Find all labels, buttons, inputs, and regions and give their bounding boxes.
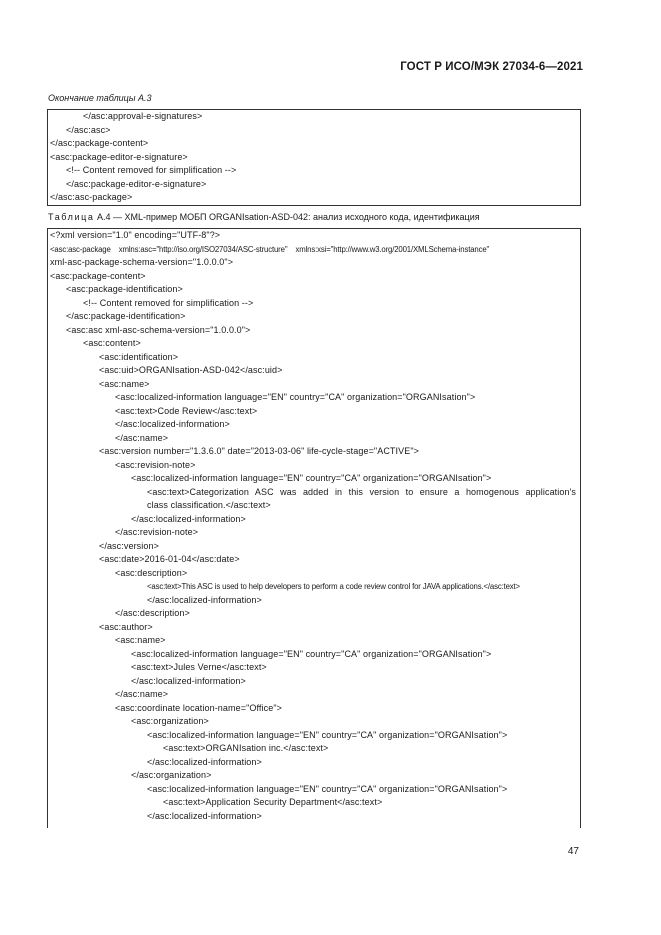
- code-line: <asc:content>: [83, 338, 141, 348]
- code-line: <asc:localized-information language="EN" country="CA" organization="ORGANIsation">: [131, 648, 492, 659]
- code-line: <!-- Content removed for simplification -->: [66, 165, 237, 175]
- code-line: <asc:text>Code Review</asc:text>: [115, 405, 258, 416]
- code-box-table-a4: [47, 228, 581, 828]
- code-line: <asc:localized-information language="EN" country="CA" organization="ORGANIsation">: [147, 729, 508, 740]
- code-line: <asc:author>: [99, 621, 153, 632]
- table-caption: [48, 212, 480, 222]
- code-line: <asc:localized-information language="EN" country="CA" organization="ORGANIsation">: [115, 392, 476, 402]
- code-line: </asc:localized-information>: [131, 513, 246, 524]
- code-line: </asc:version>: [99, 540, 159, 551]
- code-line: </asc:approval-e-signatures>: [83, 111, 203, 121]
- code-line: <asc:package-identification>: [66, 284, 183, 294]
- code-line: xml-asc-package-schema-version="1.0.0.0">: [50, 257, 234, 267]
- code-line: <asc:version number="1.3.6.0" date="2013-03-06" life-cycle-stage="ACTIVE">: [99, 446, 419, 456]
- code-line: <asc:package-editor-e-signature>: [50, 151, 188, 162]
- code-line: </asc:organization>: [131, 770, 212, 780]
- code-line: <asc:localized-information language="EN" country="CA" organization="ORGANIsation">: [147, 783, 508, 794]
- code-line: <?xml version="1.0" encoding="UTF-8"?>: [50, 230, 221, 240]
- code-line: <asc:revision-note>: [115, 459, 196, 470]
- code-line: </asc:localized-information>: [147, 594, 262, 605]
- code-line: class classification.</asc:text>: [147, 500, 271, 510]
- code-line: </asc:localized-information>: [147, 756, 262, 767]
- code-line: <asc:localized-information language="EN" country="CA" organization="ORGANIsation">: [131, 473, 492, 483]
- code-line: <asc:organization>: [131, 716, 209, 726]
- code-line: </asc:package-content>: [50, 138, 149, 148]
- code-line: </asc:localized-information>: [131, 675, 246, 686]
- code-line: </asc:asc>: [66, 124, 111, 135]
- code-line: <asc:name>: [99, 378, 150, 389]
- code-line: <asc:asc xml-asc-schema-version="1.0.0.0">: [66, 324, 251, 335]
- code-line: <asc:text>ORGANIsation inc.</asc:text>: [163, 743, 329, 753]
- code-line: </asc:revision-note>: [115, 527, 199, 537]
- code-line: <asc:description>: [115, 567, 188, 578]
- page-number: 47: [567, 846, 579, 857]
- code-line: </asc:package-editor-e-signature>: [66, 178, 207, 189]
- code-line: </asc:name>: [115, 432, 169, 443]
- code-line: <asc:text>Application Security Department</asc:text>: [163, 797, 383, 807]
- code-line: <asc:text>Jules Verne</asc:text>: [131, 662, 267, 672]
- code-line: </asc:package-identification>: [66, 311, 186, 321]
- code-line: <asc:uid>ORGANIsation-ASD-042</asc:uid>: [99, 365, 283, 375]
- code-line: <asc:identification>: [99, 351, 179, 362]
- code-line: </asc:localized-information>: [147, 810, 262, 821]
- code-line: <asc:name>: [115, 635, 166, 645]
- code-line: </asc:name>: [115, 689, 169, 699]
- code-line: </asc:description>: [115, 608, 190, 618]
- code-line: </asc:localized-information>: [115, 419, 230, 429]
- table-continuation-label: Окончание таблицы А.3: [48, 93, 152, 103]
- table-caption-prefix: Таблица: [48, 212, 95, 222]
- document-header: ГОСТ Р ИСО/МЭК 27034-6—2021: [400, 61, 583, 73]
- code-line: </asc:asc-package>: [50, 192, 133, 202]
- code-line: <asc:asc-package xmlns:asc="http://iso.org/ISO27034/ASC-structure" xmlns:xsi="http://www.w3.org/2001/XMLSchema-instance": [50, 244, 490, 254]
- code-line: <asc:coordinate location-name="Office">: [115, 702, 282, 713]
- code-line: <asc:text>This ASC is used to help developers to perform a code review control for JAVA applications.</asc:text>: [147, 582, 520, 591]
- code-line: <asc:package-content>: [50, 270, 146, 281]
- table-caption-text: А.4 — XML-пример МОБП ORGANIsation-ASD-042: анализ исходного кода, идентификация: [97, 212, 480, 222]
- code-line: <asc:date>2016-01-04</asc:date>: [99, 554, 240, 564]
- code-line: <asc:text>Categorization ASC was added in this version to ensure a homogenous application's: [147, 486, 576, 497]
- code-line: <!-- Content removed for simplification -->: [83, 297, 254, 308]
- code-box-table-a3: [47, 109, 581, 206]
